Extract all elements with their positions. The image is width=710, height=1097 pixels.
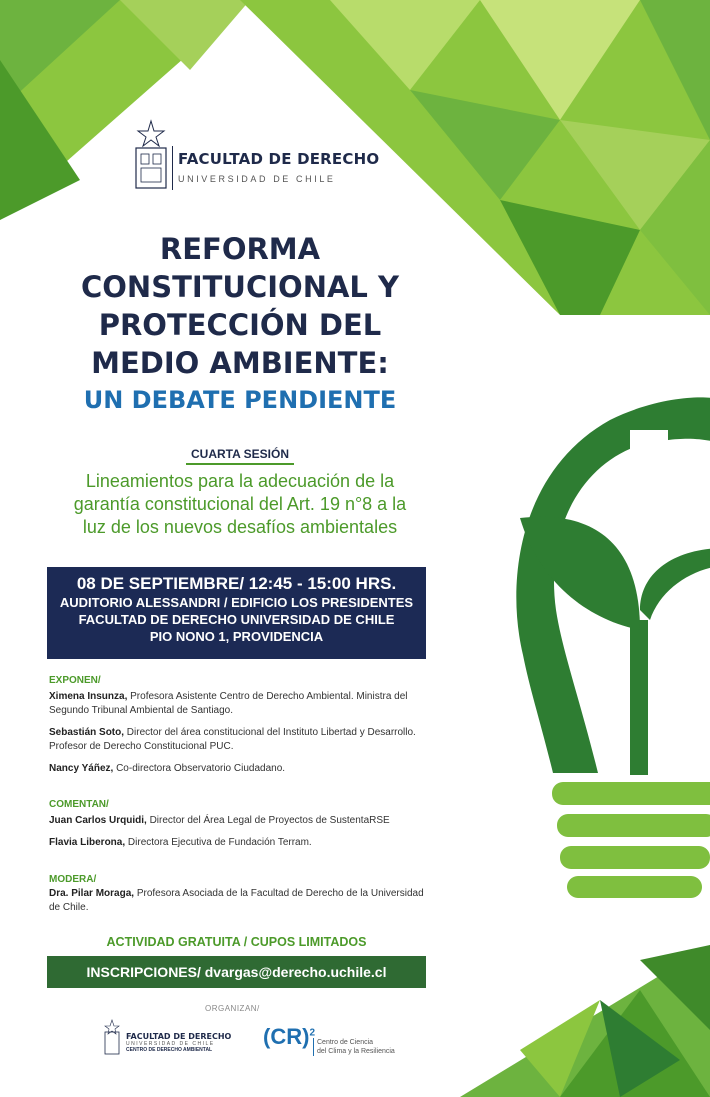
topic-line-1: Lineamientos para la adecuación de la bbox=[85, 471, 395, 491]
moderator-name: Dra. Pilar Moraga, bbox=[49, 888, 135, 899]
organizer-center: CENTRO DE DERECHO AMBIENTAL bbox=[126, 1047, 213, 1053]
topic-line-3: luz de los nuevos desafíos ambientales bbox=[82, 517, 398, 537]
session-topic bbox=[45, 470, 435, 539]
topic-line-2: garantía constitucional del Art. 19 n°8 a la bbox=[73, 494, 407, 514]
commentator-2-desc: Directora Ejecutiva de Fundación Terram. bbox=[127, 837, 312, 848]
cr2-line-1: Centro de Ciencia bbox=[317, 1039, 374, 1046]
commentator-2-name: Flavia Liberona, bbox=[49, 837, 126, 848]
comentan-section bbox=[49, 798, 429, 850]
speaker-3 bbox=[49, 762, 429, 776]
event-place-1: AUDITORIO ALESSANDRI / EDIFICIO LOS PRESIDENTES bbox=[59, 595, 414, 610]
registration-banner[interactable]: INSCRIPCIONES/ dvargas@derecho.uchile.cl bbox=[47, 956, 426, 988]
cr2-center-name bbox=[313, 1038, 395, 1056]
speaker-1-desc: Profesora Asistente Centro de Derecho Ambiental. Ministra del Segundo Tribunal Ambiental de Santiago. bbox=[49, 691, 408, 716]
cr2-logo-text: (CR) bbox=[263, 1024, 310, 1049]
modera-section bbox=[49, 873, 429, 915]
event-place-2: FACULTAD DE DERECHO UNIVERSIDAD DE CHILE bbox=[78, 612, 395, 627]
organizer-faculty-logo bbox=[126, 1032, 231, 1053]
speaker-3-desc: Co-directora Observatorio Ciudadano. bbox=[116, 763, 286, 774]
title-line-2: CONSTITUCIONAL Y bbox=[80, 270, 399, 304]
organizers-label: ORGANIZAN/ bbox=[205, 1004, 260, 1013]
speaker-2 bbox=[49, 726, 429, 754]
speaker-2-name: Sebastián Soto, bbox=[49, 727, 125, 738]
logo-divider bbox=[172, 146, 173, 190]
free-activity-note: ACTIVIDAD GRATUITA / CUPOS LIMITADOS bbox=[106, 935, 367, 949]
faculty-logo bbox=[178, 150, 379, 184]
speaker-1-name: Ximena Insunza, bbox=[49, 691, 128, 702]
organizer-faculty-name: FACULTAD DE DERECHO bbox=[126, 1032, 232, 1041]
title-line-1: REFORMA bbox=[159, 232, 321, 266]
logo-faculty-name: FACULTAD DE DERECHO bbox=[178, 150, 380, 168]
commentator-1-desc: Director del Área Legal de Proyectos de SustentaRSE bbox=[149, 815, 390, 826]
event-date: 08 DE SEPTIEMBRE/ 12:45 - 15:00 HRS. bbox=[76, 574, 397, 593]
exponen-heading: EXPONEN/ bbox=[49, 675, 101, 686]
speaker-1 bbox=[49, 690, 429, 718]
session-label: CUARTA SESIÓN bbox=[186, 447, 294, 465]
commentator-2 bbox=[49, 836, 429, 850]
commentator-1-name: Juan Carlos Urquidi, bbox=[49, 815, 147, 826]
moderator bbox=[49, 887, 429, 915]
organizer-university: UNIVERSIDAD DE CHILE bbox=[126, 1041, 215, 1047]
event-place-3: PIO NONO 1, PROVIDENCIA bbox=[149, 629, 324, 644]
comentan-heading: COMENTAN/ bbox=[49, 799, 109, 810]
moderator-desc: Profesora Asociada de la Facultad de Derecho de la Universidad de Chile. bbox=[49, 888, 424, 913]
cr2-logo-sup: 2 bbox=[309, 1027, 315, 1039]
exponen-section bbox=[49, 674, 429, 776]
cr2-logo bbox=[263, 1024, 315, 1050]
logo-university: UNIVERSIDAD DE CHILE bbox=[178, 174, 336, 184]
cr2-line-2: del Clima y la Resiliencia bbox=[317, 1048, 395, 1055]
speaker-3-name: Nancy Yáñez, bbox=[49, 763, 114, 774]
commentator-1 bbox=[49, 814, 429, 828]
speaker-2-desc: Director del área constitucional del Instituto Libertad y Desarrollo. Profesor de Derecho Constitucional PUC. bbox=[49, 727, 416, 752]
modera-heading: MODERA/ bbox=[49, 874, 97, 885]
title-line-3: PROTECCIÓN DEL bbox=[98, 308, 382, 342]
subtitle: UN DEBATE PENDIENTE bbox=[83, 386, 397, 414]
event-info-box bbox=[47, 567, 426, 659]
title-line-4: MEDIO AMBIENTE: bbox=[91, 346, 389, 380]
